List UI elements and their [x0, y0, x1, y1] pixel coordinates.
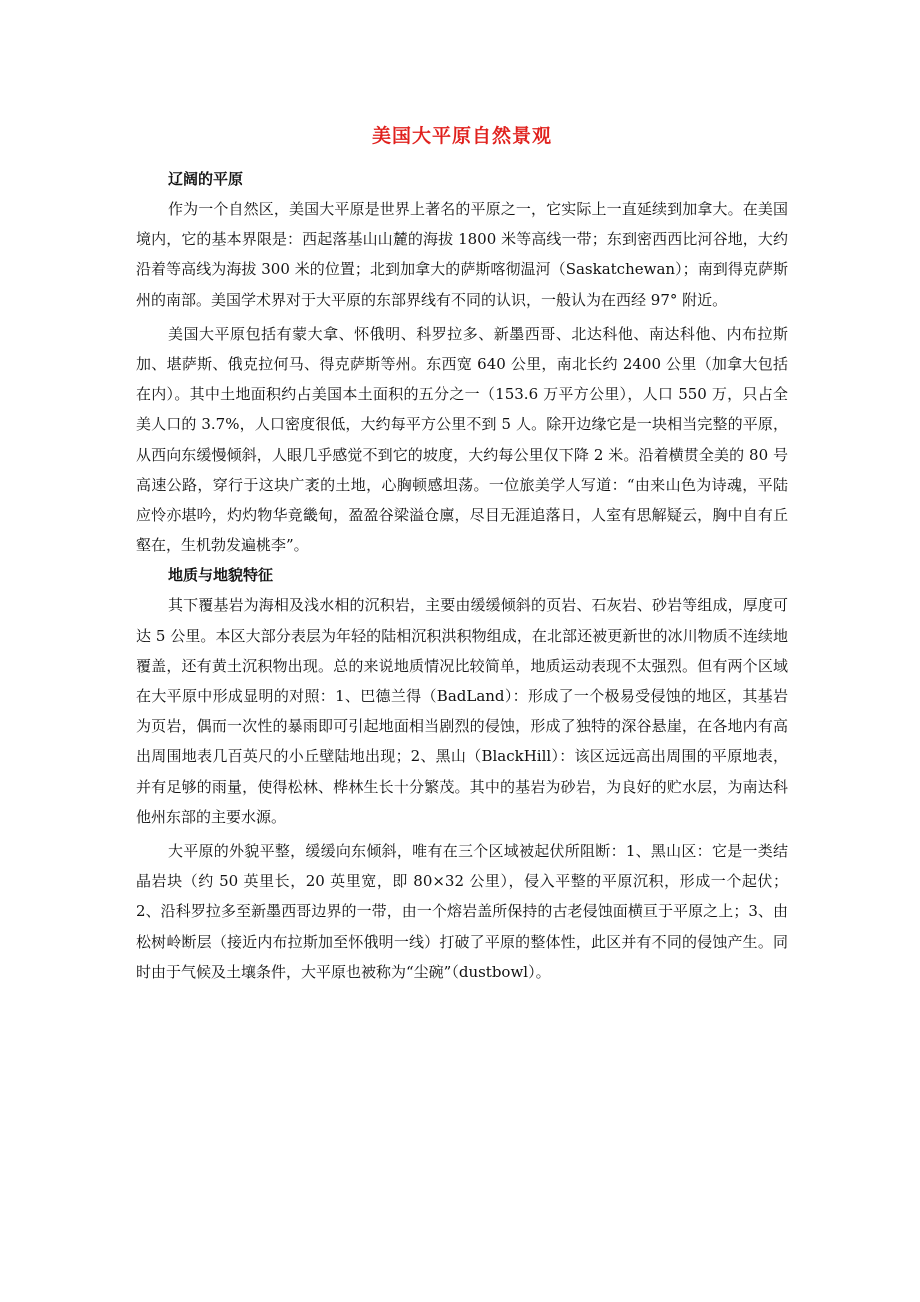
paragraph: 其下覆基岩为海相及浅水相的沉积岩，主要由缓缓倾斜的页岩、石灰岩、砂岩等组成，厚度可达 5 公里。本区大部分表层为年轻的陆相沉积洪积物组成，在北部还被更新世的冰川物质不连续地覆盖，还有黄土沉积物出现。总的来说地质情况比较简单，地质运动表现不太强烈。但有两个区域在大平原中形成显明的对照：1、巴德兰得（BadLand）：形成了一个极易受侵蚀的地区，其基岩为页岩，偶而一次性的暴雨即可引起地面相当剧烈的侵蚀，形成了独特的深谷悬崖，在各地内有高出周围地表几百英尺的小丘壁陆地出现；2、黑山（BlackHill）：该区远远高出周围的平原地表，并有足够的雨量，使得松林、桦林生长十分繁茂。其中的基岩为砂岩，为良好的贮水层，为南达科他州东部的主要水源。	[136, 596, 788, 826]
section-geology	[136, 560, 788, 987]
paragraph: 美国大平原包括有蒙大拿、怀俄明、科罗拉多、新墨西哥、北达科他、南达科他、内布拉斯加、堪萨斯、俄克拉何马、得克萨斯等州。东西宽 640 公里，南北长约 2400 公里（加拿大包括在内）。其中土地面积约占美国本土面积的五分之一（153.6 万平方公里），人口 550 万，只占全美人口的 3.7%，人口密度很低，大约每平方公里不到 5 人。除开边缘它是一块相当完整的平原，从西向东缓慢倾斜，人眼几乎感觉不到它的坡度，大约每公里仅下降 2 米。沿着横贯全美的 80 号高速公路，穿行于这块广袤的土地，心胸顿感坦荡。一位旅美学人写道：“由来山色为诗魂，平陆应怜亦堪吟，灼灼物华竟畿甸，盈盈谷梁溢仓廪，尽目无涯追落日，人室有思解疑云，胸中自有丘壑在，生机勃发遍桃李”。	[136, 324, 788, 555]
paragraph: 大平原的外貌平整，缓缓向东倾斜，唯有在三个区域被起伏所阻断：1、黑山区：它是一类结晶岩块（约 50 英里长，20 英里宽，即 80×32 公里），侵入平整的平原沉积，形成一个起伏；2、沿科罗拉多至新墨西哥边界的一带，由一个熔岩盖所保持的古老侵蚀面横亘于平原之上；3、由松树岭断层（接近内布拉斯加至怀俄明一线）打破了平原的整体性，此区并有不同的侵蚀产生。同时由于气候及土壤条件，大平原也被称为“尘碗”（dustbowl）。	[136, 842, 788, 981]
page-title: 美国大平原自然景观	[371, 125, 552, 147]
section-plain	[136, 164, 788, 560]
section-heading: 辽阔的平原	[168, 170, 244, 188]
paragraph: 作为一个自然区，美国大平原是世界上著名的平原之一，它实际上一直延续到加拿大。在美国境内，它的基本界限是：西起落基山山麓的海拔 1800 米等高线一带；东到密西西比河谷地，大约沿着等高线为海拔 300 米的位置；北到加拿大的萨斯喀彻温河（Saskatchewan）；南到得克萨斯州的南部。美国学术界对于大平原的东部界线有不同的认识，一般认为在西经 97° 附近。	[136, 200, 788, 309]
document-page	[136, 118, 788, 987]
section-heading: 地质与地貌特征	[168, 566, 274, 585]
